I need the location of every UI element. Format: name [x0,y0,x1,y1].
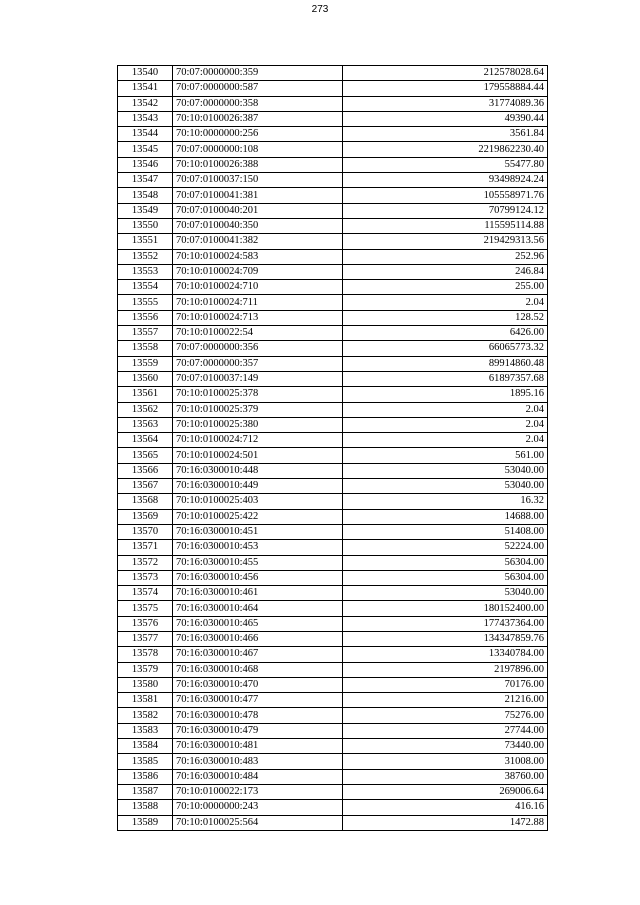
row-number: 13542 [118,96,173,111]
table-row [118,677,548,692]
cadastral-number: 70:07:0000000:587 [173,81,343,96]
row-number: 13587 [118,784,173,799]
cadastral-value: 177437364.00 [343,616,548,631]
cadastral-number: 70:10:0100024:710 [173,280,343,295]
cadastral-value: 416.16 [343,800,548,815]
row-number: 13588 [118,800,173,815]
cadastral-value: 252.96 [343,249,548,264]
cadastral-value: 179558884.44 [343,81,548,96]
cadastral-value: 1895.16 [343,387,548,402]
row-number: 13581 [118,693,173,708]
row-number: 13559 [118,356,173,371]
page-number: 273 [311,4,329,15]
table-row [118,280,548,295]
cadastral-value-table [117,65,548,831]
cadastral-value: 27744.00 [343,723,548,738]
cadastral-number: 70:10:0100025:380 [173,417,343,432]
table-row [118,800,548,815]
cadastral-number: 70:07:0100040:350 [173,218,343,233]
table-row [118,647,548,662]
row-number: 13564 [118,433,173,448]
row-number: 13554 [118,280,173,295]
cadastral-number: 70:16:0300010:451 [173,524,343,539]
table-row [118,402,548,417]
cadastral-value: 49390.44 [343,111,548,126]
table-row [118,203,548,218]
cadastral-number: 70:07:0000000:356 [173,341,343,356]
cadastral-number: 70:10:0100025:422 [173,509,343,524]
cadastral-value: 53040.00 [343,479,548,494]
cadastral-value: 21216.00 [343,693,548,708]
cadastral-value: 134347859.76 [343,631,548,646]
cadastral-value: 561.00 [343,448,548,463]
cadastral-number: 70:10:0100024:501 [173,448,343,463]
cadastral-value: 93498924.24 [343,173,548,188]
row-number: 13582 [118,708,173,723]
table-row [118,218,548,233]
cadastral-value: 70176.00 [343,677,548,692]
cadastral-number: 70:07:0000000:358 [173,96,343,111]
row-number: 13572 [118,555,173,570]
row-number: 13574 [118,586,173,601]
row-number: 13566 [118,463,173,478]
cadastral-value: 2197896.00 [343,662,548,677]
table-row [118,815,548,830]
row-number: 13551 [118,234,173,249]
cadastral-value: 3561.84 [343,127,548,142]
cadastral-value: 75276.00 [343,708,548,723]
table-row [118,494,548,509]
cadastral-number: 70:16:0300010:455 [173,555,343,570]
cadastral-value: 255.00 [343,280,548,295]
cadastral-number: 70:16:0300010:461 [173,586,343,601]
cadastral-value: 2.04 [343,433,548,448]
row-number: 13580 [118,677,173,692]
cadastral-number: 70:16:0300010:456 [173,570,343,585]
table-row [118,188,548,203]
row-number: 13586 [118,769,173,784]
row-number: 13552 [118,249,173,264]
cadastral-value: 115595114.88 [343,218,548,233]
table-row [118,708,548,723]
row-number: 13583 [118,723,173,738]
cadastral-number: 70:10:0100024:583 [173,249,343,264]
table-row [118,234,548,249]
table-row [118,356,548,371]
table-row [118,601,548,616]
table-row [118,586,548,601]
cadastral-value: 2.04 [343,402,548,417]
row-number: 13560 [118,371,173,386]
table-row [118,693,548,708]
table-body [118,66,548,831]
cadastral-value: 219429313.56 [343,234,548,249]
cadastral-number: 70:10:0100025:378 [173,387,343,402]
cadastral-value: 53040.00 [343,463,548,478]
row-number: 13544 [118,127,173,142]
table-row [118,249,548,264]
cadastral-value: 56304.00 [343,555,548,570]
table-row [118,417,548,432]
row-number: 13550 [118,218,173,233]
row-number: 13570 [118,524,173,539]
row-number: 13579 [118,662,173,677]
row-number: 13578 [118,647,173,662]
table-row [118,295,548,310]
cadastral-value: 1472.88 [343,815,548,830]
cadastral-value: 38760.00 [343,769,548,784]
row-number: 13562 [118,402,173,417]
row-number: 13577 [118,631,173,646]
cadastral-value: 2219862230.40 [343,142,548,157]
cadastral-number: 70:10:0100026:388 [173,157,343,172]
cadastral-value: 128.52 [343,310,548,325]
row-number: 13575 [118,601,173,616]
cadastral-value: 2.04 [343,417,548,432]
cadastral-number: 70:16:0300010:477 [173,693,343,708]
table-row [118,157,548,172]
cadastral-value: 246.84 [343,264,548,279]
table-row [118,433,548,448]
table-row [118,509,548,524]
cadastral-value: 55477.80 [343,157,548,172]
cadastral-value: 61897357.68 [343,371,548,386]
cadastral-number: 70:07:0100041:382 [173,234,343,249]
table-row [118,540,548,555]
row-number: 13543 [118,111,173,126]
table-row [118,326,548,341]
cadastral-value: 269006.64 [343,784,548,799]
cadastral-number: 70:10:0000000:243 [173,800,343,815]
row-number: 13584 [118,739,173,754]
table-row [118,463,548,478]
row-number: 13547 [118,173,173,188]
cadastral-value: 14688.00 [343,509,548,524]
row-number: 13555 [118,295,173,310]
table-row [118,371,548,386]
row-number: 13545 [118,142,173,157]
cadastral-value: 70799124.12 [343,203,548,218]
table-row [118,264,548,279]
cadastral-number: 70:16:0300010:453 [173,540,343,555]
row-number: 13573 [118,570,173,585]
table-row [118,616,548,631]
cadastral-number: 70:10:0100022:173 [173,784,343,799]
row-number: 13557 [118,326,173,341]
row-number: 13556 [118,310,173,325]
cadastral-number: 70:10:0100026:387 [173,111,343,126]
table-row [118,387,548,402]
cadastral-number: 70:10:0100022:54 [173,326,343,341]
cadastral-number: 70:10:0100025:403 [173,494,343,509]
cadastral-value: 31774089.36 [343,96,548,111]
row-number: 13561 [118,387,173,402]
table-row [118,754,548,769]
cadastral-number: 70:16:0300010:470 [173,677,343,692]
cadastral-value: 73440.00 [343,739,548,754]
cadastral-number: 70:07:0100037:149 [173,371,343,386]
cadastral-value: 89914860.48 [343,356,548,371]
cadastral-number: 70:10:0100025:379 [173,402,343,417]
cadastral-number: 70:16:0300010:479 [173,723,343,738]
table-row [118,341,548,356]
table-row [118,142,548,157]
row-number: 13576 [118,616,173,631]
row-number: 13553 [118,264,173,279]
cadastral-number: 70:16:0300010:466 [173,631,343,646]
cadastral-number: 70:16:0300010:448 [173,463,343,478]
row-number: 13569 [118,509,173,524]
cadastral-number: 70:10:0100024:711 [173,295,343,310]
table-row [118,662,548,677]
cadastral-number: 70:10:0100025:564 [173,815,343,830]
table-row [118,570,548,585]
cadastral-number: 70:16:0300010:464 [173,601,343,616]
cadastral-number: 70:10:0000000:256 [173,127,343,142]
row-number: 13549 [118,203,173,218]
cadastral-value: 52224.00 [343,540,548,555]
row-number: 13585 [118,754,173,769]
row-number: 13541 [118,81,173,96]
cadastral-number: 70:16:0300010:478 [173,708,343,723]
table-row [118,81,548,96]
cadastral-value: 56304.00 [343,570,548,585]
cadastral-value: 180152400.00 [343,601,548,616]
row-number: 13540 [118,66,173,81]
table-row [118,310,548,325]
cadastral-number: 70:07:0000000:357 [173,356,343,371]
cadastral-number: 70:16:0300010:468 [173,662,343,677]
row-number: 13565 [118,448,173,463]
table-row [118,66,548,81]
cadastral-number: 70:10:0100024:713 [173,310,343,325]
cadastral-number: 70:07:0000000:359 [173,66,343,81]
cadastral-value: 6426.00 [343,326,548,341]
cadastral-value: 16.32 [343,494,548,509]
row-number: 13546 [118,157,173,172]
cadastral-number: 70:16:0300010:467 [173,647,343,662]
cadastral-value: 66065773.32 [343,341,548,356]
table-row [118,96,548,111]
cadastral-value: 31008.00 [343,754,548,769]
row-number: 13589 [118,815,173,830]
cadastral-value: 53040.00 [343,586,548,601]
row-number: 13563 [118,417,173,432]
table-row [118,784,548,799]
table-row [118,631,548,646]
cadastral-number: 70:16:0300010:483 [173,754,343,769]
cadastral-number: 70:16:0300010:481 [173,739,343,754]
cadastral-number: 70:10:0100024:709 [173,264,343,279]
cadastral-number: 70:16:0300010:449 [173,479,343,494]
table-row [118,448,548,463]
table-row [118,524,548,539]
cadastral-value: 13340784.00 [343,647,548,662]
row-number: 13571 [118,540,173,555]
table-row [118,479,548,494]
cadastral-value: 2.04 [343,295,548,310]
row-number: 13568 [118,494,173,509]
table-row [118,127,548,142]
cadastral-number: 70:07:0000000:108 [173,142,343,157]
cadastral-number: 70:16:0300010:465 [173,616,343,631]
table-row [118,723,548,738]
cadastral-value: 212578028.64 [343,66,548,81]
cadastral-number: 70:07:0100040:201 [173,203,343,218]
table-row [118,769,548,784]
table-row [118,739,548,754]
cadastral-value: 51408.00 [343,524,548,539]
row-number: 13548 [118,188,173,203]
table-row [118,111,548,126]
row-number: 13567 [118,479,173,494]
cadastral-number: 70:10:0100024:712 [173,433,343,448]
cadastral-number: 70:07:0100037:150 [173,173,343,188]
cadastral-number: 70:16:0300010:484 [173,769,343,784]
cadastral-number: 70:07:0100041:381 [173,188,343,203]
table-row [118,555,548,570]
row-number: 13558 [118,341,173,356]
table-row [118,173,548,188]
cadastral-value: 105558971.76 [343,188,548,203]
